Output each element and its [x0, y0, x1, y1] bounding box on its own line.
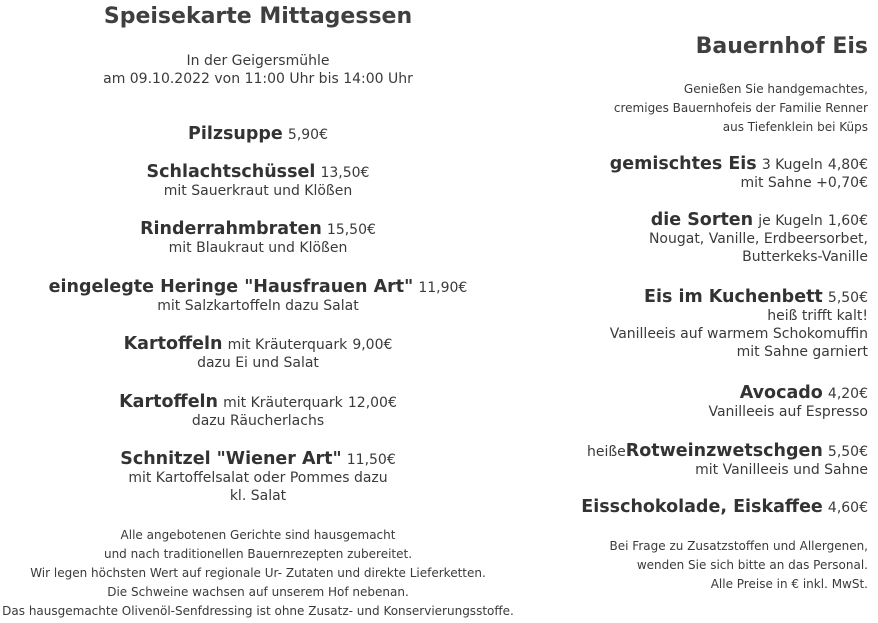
menu-item-description: Butterkeks-Vanille — [742, 249, 868, 265]
lunch-menu-subtitle — [0, 52, 516, 88]
menu-item — [548, 383, 868, 421]
footer-line: Wir legen höchsten Wert auf regionale Ur- Zutaten und direkte Lieferketten. — [30, 566, 486, 580]
menu-item-description: mit Sahne +0,70€ — [740, 175, 868, 191]
menu-item-description: heiß trifft kalt! — [767, 308, 868, 324]
menu-item-price: 5,50€ — [827, 444, 868, 460]
footer-line: Das hausgemachte Olivenöl-Senfdressing ist ohne Zusatz- und Konservierungsstoffe. — [2, 604, 514, 618]
menu-item-price: 5,90€ — [287, 127, 328, 143]
menu-item — [548, 154, 868, 192]
menu-item-description: mit Sauerkraut und Klößen — [163, 183, 353, 199]
menu-item — [0, 449, 516, 505]
menu-item-name: Pilzsuppe — [188, 124, 283, 144]
menu-item-name: Rotweinzwetschgen — [625, 441, 823, 461]
intro-line: aus Tiefenklein bei Küps — [722, 120, 868, 134]
intro-line: cremiges Bauernhofeis der Familie Renner — [613, 101, 868, 115]
menu-item-name: Rinderrahmbraten — [140, 219, 322, 239]
ice-cream-intro — [548, 80, 868, 137]
footer-line: wenden Sie sich bitte an das Personal. — [636, 558, 868, 572]
menu-item-name: Schnitzel "Wiener Art" — [120, 449, 342, 469]
footer-line: Bei Frage zu Zusatzstoffen und Allergenen, — [609, 539, 868, 553]
footer-line: und nach traditionellen Bauernrezepten zubereitet. — [103, 547, 413, 561]
footer-line: Alle angebotenen Gerichte sind hausgemacht — [120, 528, 396, 542]
menu-item-name: Kartoffeln — [119, 392, 219, 412]
menu-item-name: Eisschokolade, Eiskaffee — [581, 497, 823, 517]
footer-line: Alle Preise in € inkl. MwSt. — [710, 577, 868, 591]
menu-item — [548, 441, 868, 479]
menu-item — [0, 124, 516, 144]
menu-item-description: Nougat, Vanille, Erdbeersorbet, — [648, 231, 868, 247]
menu-item-extra: mit Kräuterquark — [223, 395, 343, 411]
menu-item-extra: 3 Kugeln — [761, 157, 823, 173]
menu-item — [548, 287, 868, 361]
menu-item-price: 4,80€ — [827, 157, 868, 173]
ice-cream-menu-title: Bauernhof Eis — [695, 34, 868, 59]
footer-line: Die Schweine wachsen auf unserem Hof nebenan. — [107, 585, 409, 599]
menu-item-name: Eis im Kuchenbett — [644, 287, 823, 307]
menu-item-name: Kartoffeln — [123, 334, 223, 354]
menu-item-price: 5,50€ — [827, 290, 868, 306]
menu-item-description: kl. Salat — [229, 488, 287, 504]
menu-item-description: mit Salzkartoffeln dazu Salat — [157, 298, 359, 314]
menu-item-price: 4,60€ — [827, 500, 868, 516]
menu-item-name: Avocado — [739, 383, 823, 403]
intro-line: Genießen Sie handgemachtes, — [683, 82, 868, 96]
menu-item-extra: je Kugeln — [758, 213, 823, 229]
menu-item — [0, 162, 516, 200]
menu-item-description: Vanilleeis auf warmem Schokomuffin — [609, 326, 868, 342]
menu-item-prefix: heiße — [586, 444, 626, 460]
menu-item-description: mit Vanilleeis und Sahne — [695, 462, 868, 478]
menu-item-extra: mit Kräuterquark — [227, 337, 348, 353]
menu-item-price: 12,00€ — [347, 395, 397, 411]
menu-item-description: Vanilleeis auf Espresso — [708, 404, 868, 420]
menu-item — [0, 334, 516, 372]
menu-item — [0, 392, 516, 430]
menu-item-name: die Sorten — [650, 210, 754, 230]
menu-item-description: mit Sahne garniert — [736, 344, 868, 360]
menu-item-name: eingelegte Heringe "Hausfrauen Art" — [48, 277, 414, 297]
menu-datetime: am 09.10.2022 von 11:00 Uhr bis 14:00 Uhr — [103, 71, 413, 87]
menu-location: In der Geigersmühle — [186, 53, 330, 69]
menu-item-description: mit Kartoffelsalat oder Pommes dazu — [128, 470, 388, 486]
menu-item-name: gemischtes Eis — [609, 154, 757, 174]
menu-item-price: 1,60€ — [827, 213, 868, 229]
menu-item — [548, 210, 868, 266]
menu-item-description: mit Blaukraut und Klößen — [168, 240, 348, 256]
menu-item-price: 11,90€ — [418, 280, 468, 296]
menu-item-price: 9,00€ — [352, 337, 393, 353]
menu-item-price: 11,50€ — [346, 452, 396, 468]
menu-item-price: 13,50€ — [320, 165, 370, 181]
menu-item-price: 4,20€ — [827, 386, 868, 402]
menu-item — [548, 497, 868, 517]
ice-cream-footer — [548, 537, 868, 594]
menu-item-description: dazu Räucherlachs — [191, 413, 325, 429]
menu-item-description: dazu Ei und Salat — [197, 355, 319, 371]
menu-item — [0, 277, 516, 315]
lunch-menu-title: Speisekarte Mittagessen — [103, 4, 413, 29]
menu-item — [0, 219, 516, 257]
menu-item-name: Schlachtschüssel — [146, 162, 316, 182]
menu-item-price: 15,50€ — [326, 222, 376, 238]
lunch-menu-footer — [0, 526, 516, 621]
